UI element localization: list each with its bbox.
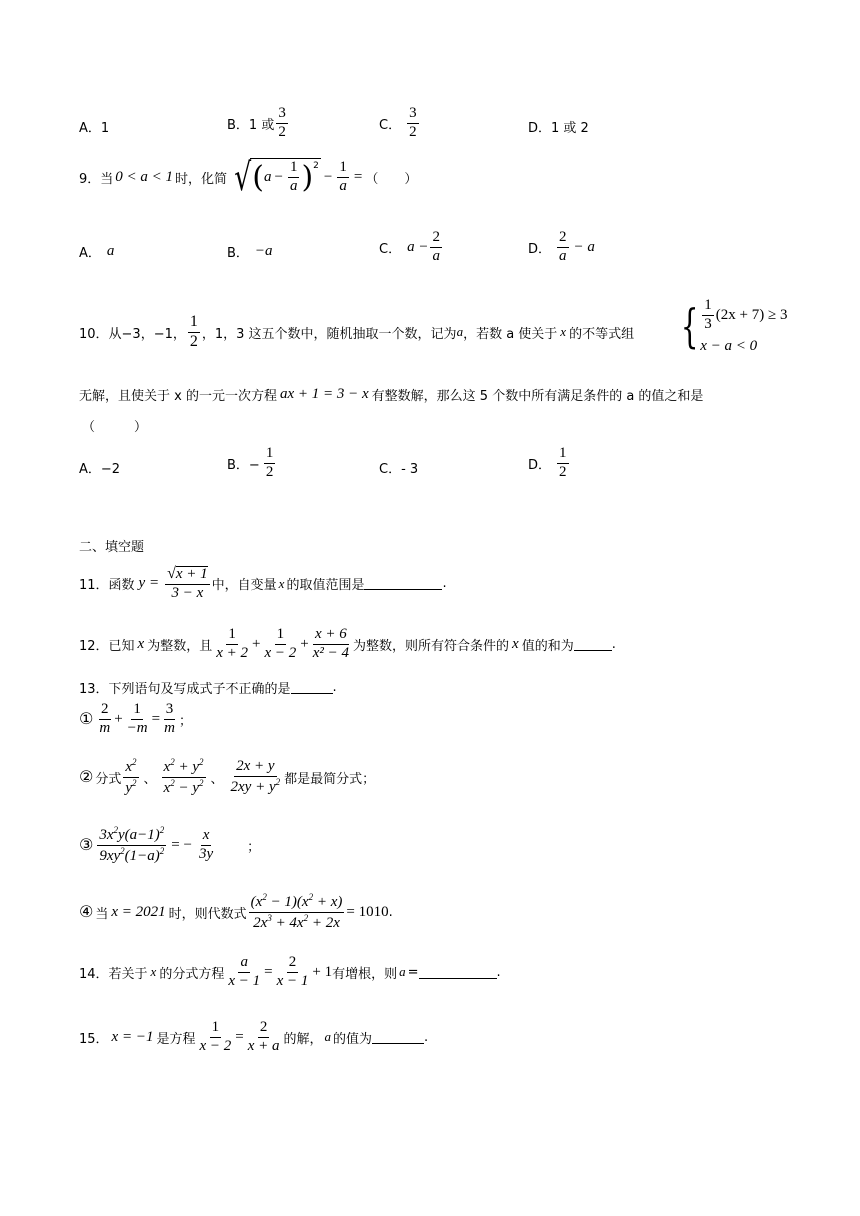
q10-equation: ax + 1 = 3 − x (279, 386, 369, 402)
q10-option-d: D． $\frac{1}{2}$ (528, 445, 567, 480)
q9-frac-1-over-a: $\frac{1}{a}$ (339, 158, 347, 194)
question-9: 9．当 0 < a < 1 时，化简 √ ( a − $\frac{1}{a}$ ) $^2$ − $\frac{1}{a}$ = （ ） (79, 155, 418, 199)
question-12: 12．已知 x 为整数，且 $\frac{1}{x + 2}$ + $\frac{1}{x - 2}$ + $\frac{x + 6}{\text{x² − 4}}$ 为整数，则所有符合条件的 x 值的和为 . (79, 626, 616, 661)
question-10 (79, 314, 634, 351)
q9-option-b: B． −a (227, 243, 273, 261)
question-13: 13．下列语句及写成式子不正确的是 . (79, 680, 337, 697)
q9-option-c: C． a − $\frac{2}{a}$ (379, 229, 440, 264)
q10-option-b: B．− $\frac{1}{2}$ (227, 445, 274, 480)
q10-inequality-1: (2x + 7) ≥ 3 (715, 307, 788, 324)
q8-option-c (379, 106, 421, 141)
q10-var-x: x (560, 324, 567, 340)
q8-option-a: A．1 (79, 121, 110, 136)
q9-answer-paren: （ ） (365, 171, 418, 187)
q9-option-d: D． $\frac{2}{a}$ − a (528, 229, 595, 264)
q10-half-fraction: $\frac{1}{2}$ (189, 313, 198, 350)
q9-number: 9．当 (79, 171, 114, 187)
question-15: 15． x = −1 是方程 $\frac{1}{x - 2}$ = $\frac{2}{x + a}$ 的解， a 的值为 . (79, 1019, 429, 1054)
q10-line1-end: 的不等式组 (569, 326, 635, 342)
q13-answer-blank[interactable] (291, 681, 333, 694)
q13-statement-4: ④ 当 x = 2021 时，则代数式 $\frac{(x^2 - 1)(x^2 + x)}{2x^3 + 4x^2 + 2x}$ = 1010 . (79, 892, 393, 931)
q13-statement-3: ③ $\frac{3x^2y(a-1)^2}{9xy^2(1-a)^2}$ = − $\frac{x}{3y}$ ； (79, 825, 261, 864)
q8-option-b-label: B．1 或 (227, 117, 275, 133)
q8-option-b-fraction: $\frac{3}{2}$ (278, 105, 286, 140)
q8-option-b (227, 106, 290, 141)
q10-var-a: a (456, 324, 464, 340)
q8-option-c-fraction: $\frac{3}{2}$ (409, 105, 417, 140)
q10-line1-start: 10．从−3，−1， (79, 326, 186, 342)
question-14: 14．若关于 x 的分式方程 $\frac{a}{x - 1}$ = $\frac{2}{x - 1}$ + 1 有增根，则 a = . (79, 954, 501, 989)
q10-line1-mid: ，1，3 这五个数中，随机抽取一个数，记为 (201, 326, 457, 342)
q10-inequality-2: x − a < 0 (700, 337, 758, 354)
q13-statement-1: ① $\frac{2}{m}$ + $\frac{1}{-m}$ = $\frac{3}{m}$ ； (79, 701, 192, 736)
q10-inequality-system: { $\frac{1}{3}$ (2x + 7) ≥ 3 x − a < 0 (680, 297, 788, 354)
q12-answer-blank[interactable] (574, 638, 612, 651)
q10-answer-paren: （ ） (82, 420, 148, 435)
q13-statement-2: ② 分式 $\frac{x^2}{y^2}$ 、 $\frac{x^2 + y^2}{x^2 - y^2}$ 、 $\frac{2x + y}{2xy + y^2}$ 都是最简分式； (79, 757, 376, 796)
section-heading-fill-in: 二、填空题 (79, 540, 145, 555)
q10-line2: 无解，且使关于 x 的一元一次方程 ax + 1 = 3 − x 有整数解，那么这 5 个数中所有满足条件的 a 的值之和是 (79, 386, 704, 404)
q10-option-c: C．- 3 (379, 462, 419, 477)
q10-line1-mid2: ，若数 a 使关于 (463, 326, 558, 342)
q10-option-a: A．−2 (79, 462, 121, 477)
q9-condition: 0 < a < 1 (115, 168, 174, 185)
q11-answer-blank[interactable] (364, 577, 442, 590)
question-11: 11．函数 y = √ x + 1 3 − x 中，自变量 x 的取值范围是 . (79, 565, 447, 601)
q15-answer-blank[interactable] (372, 1031, 424, 1044)
q8-option-c-label: C． (379, 117, 402, 133)
q14-answer-blank[interactable] (419, 966, 497, 979)
q9-option-a: A． a (79, 243, 115, 261)
q11-fraction: √ x + 1 3 − x (167, 565, 208, 601)
q9-sqrt-expression: √ ( a − $\frac{1}{a}$ ) $^2$ (234, 155, 319, 199)
q9-stem: 时，化简 (175, 171, 228, 187)
q8-option-d: D．1 或 2 (528, 121, 589, 136)
